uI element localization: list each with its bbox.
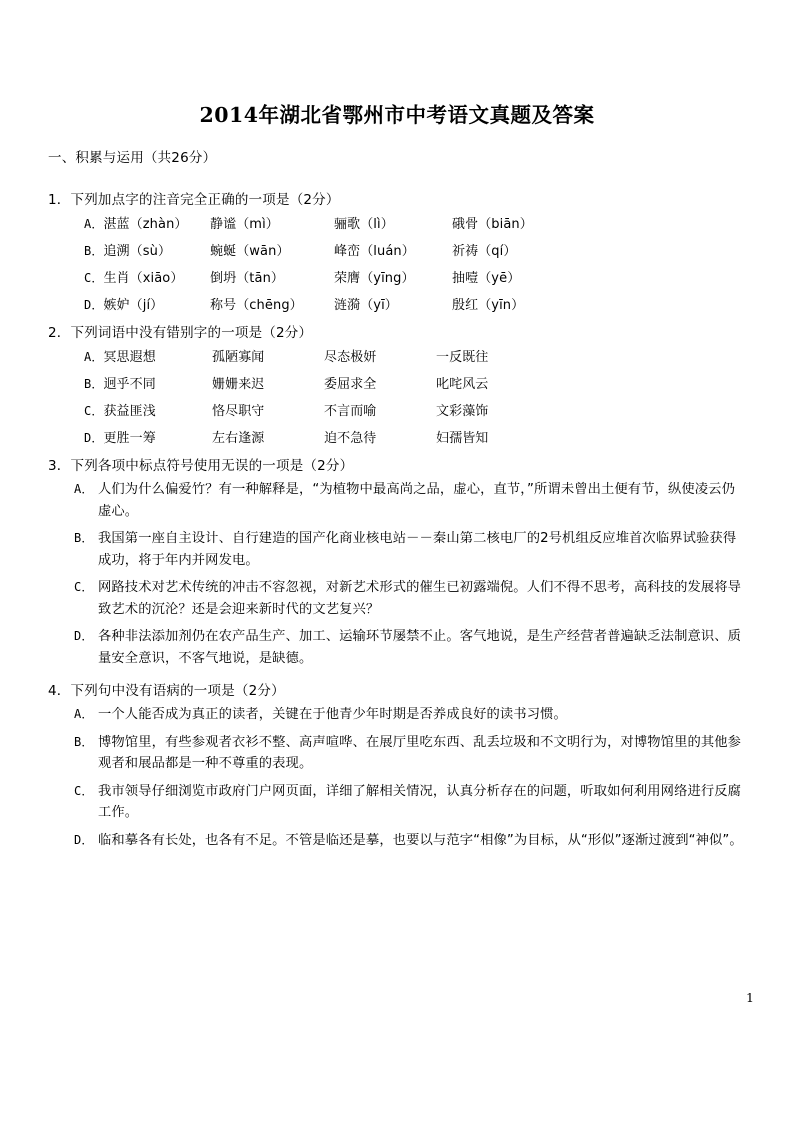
choice-text: 获益匪浅 — [103, 404, 156, 419]
choice-text: 网路技术对艺术传统的冲击不容忽视，对新艺术形式的催生已初露端倪。人们不得不思考，高科技的发展将导致艺术的沉沦？还是会迎来新时代的文艺复兴？ — [98, 580, 742, 617]
choice-text: 迫不急待 — [324, 431, 377, 446]
choice-label: A． — [84, 217, 104, 231]
choice-row[interactable] — [74, 479, 746, 522]
choice-text: 殷红（yīn） — [452, 298, 525, 313]
choice-text: 临和摹各有长处，也各有不足。不管是临还是摹，也要以与范字“相像”为目标，从“形似”逐渐过渡到“神似”。 — [98, 832, 743, 848]
choice-label: C． — [74, 783, 94, 798]
choice-row[interactable] — [84, 427, 746, 446]
question-4 — [48, 679, 746, 851]
choice-row[interactable] — [84, 240, 746, 259]
choice-text: 委屈求全 — [324, 377, 377, 392]
choice-text: 抽噎（yē） — [452, 271, 521, 286]
choice-row[interactable] — [84, 373, 746, 392]
choice-text: 祈祷（qí） — [452, 244, 517, 259]
question-stem: 1．下列加点字的注音完全正确的一项是（2分） — [48, 192, 340, 208]
choice-text: 涟漪（yī） — [334, 298, 398, 313]
question-stem: 4．下列句中没有语病的一项是（2分） — [48, 683, 285, 700]
choice-text: 嫉妒（jí） — [103, 298, 164, 313]
choice-label: C． — [84, 271, 104, 285]
choice-list — [84, 213, 746, 313]
choice-text: 骊歌（lì） — [334, 217, 394, 232]
question-3 — [48, 454, 746, 669]
choice-label: D． — [74, 629, 94, 644]
choice-text: 一反既往 — [436, 350, 489, 365]
question-2 — [48, 321, 746, 446]
choice-label: D． — [84, 298, 104, 312]
choice-row[interactable] — [84, 213, 746, 232]
question-stem: 3．下列各项中标点符号使用无误的一项是（2分） — [48, 458, 354, 474]
choice-row[interactable] — [74, 830, 746, 852]
choice-label: D． — [84, 431, 104, 445]
choice-row[interactable] — [74, 528, 746, 571]
choice-label: B． — [74, 734, 94, 749]
choice-row[interactable] — [84, 346, 746, 365]
choice-label: B． — [84, 377, 104, 391]
choice-text: 蜿蜒（wān） — [210, 244, 290, 259]
choice-text: 文彩藻饰 — [436, 404, 489, 419]
choice-text: 姗姗来迟 — [212, 377, 265, 392]
choice-row[interactable] — [74, 626, 746, 669]
choice-text: 我国第一座自主设计、自行建造的国产化商业核电站－－秦山第二核电厂的2号机组反应堆首次临界试验获得成功，将于年内并网发电。 — [98, 531, 737, 568]
choice-row[interactable] — [74, 781, 746, 824]
question-1 — [48, 188, 746, 313]
choice-row[interactable] — [84, 294, 746, 313]
choice-row[interactable] — [84, 267, 746, 286]
choice-row[interactable] — [74, 704, 746, 726]
choice-row[interactable] — [74, 577, 746, 620]
choice-text: 荣膺（yīng） — [334, 271, 415, 286]
choice-text: 一个人能否成为真正的读者，关键在于他青少年时期是否养成良好的读书习惯。 — [98, 707, 567, 723]
choice-text: 静谧（mì） — [210, 217, 279, 232]
choice-text: 尽态极妍 — [324, 350, 377, 365]
choice-text: 叱咤风云 — [436, 377, 489, 392]
choice-text: 博物馆里，有些参观者衣衫不整、高声喧哗、在展厅里吃东西、乱丢垃圾和不文明行为，对博物馆里的其他参观者和展品都是一种不尊重的表现。 — [98, 734, 742, 772]
choice-list — [84, 346, 746, 446]
page-title: 2014年湖北省鄂州市中考语文真题及答案 — [199, 103, 595, 127]
choice-list — [74, 479, 746, 669]
choice-text: 我市领导仔细浏览市政府门户网页面，详细了解相关情况，认真分析存在的问题，听取如何利用网络进行反腐工作。 — [98, 783, 742, 821]
choice-row[interactable] — [84, 400, 746, 419]
section-heading: 一、积累与运用（共26分） — [48, 150, 217, 166]
choice-label: B． — [84, 244, 104, 258]
choice-text: 恪尽职守 — [212, 404, 265, 419]
choice-label: C． — [84, 404, 104, 418]
choice-text: 不言而喻 — [324, 404, 377, 419]
choice-text: 左右逢源 — [212, 431, 265, 446]
choice-text: 生肖（xiāo） — [103, 271, 184, 286]
choice-label: A． — [84, 350, 104, 364]
choice-text: 各种非法添加剂仍在农产品生产、加工、运输环节屡禁不止。客气地说，是生产经营者普遍缺乏法制意识、质量安全意识，不客气地说，是缺德。 — [98, 629, 742, 666]
choice-text: 硪骨（biān） — [452, 217, 533, 232]
choice-text: 追溯（sù） — [103, 244, 172, 259]
page-number: 1 — [746, 990, 754, 1005]
choice-label: A． — [74, 482, 94, 496]
choice-row[interactable] — [74, 732, 746, 775]
choice-text: 称号（chēng） — [210, 298, 303, 313]
choice-text: 人们为什么偏爱竹？有一种解释是，“为植物中最高尚之品，虚心，直节，”所谓未曾出土便有节，纵使凌云仍虚心。 — [98, 482, 735, 519]
choice-text: 更胜一筹 — [103, 431, 156, 446]
choice-text: 湛蓝（zhàn） — [103, 217, 188, 232]
choice-label: C． — [74, 580, 94, 595]
choice-text: 妇孺皆知 — [436, 431, 489, 446]
choice-text: 倒坍（tān） — [210, 271, 285, 286]
choice-text: 峰峦（luán） — [334, 244, 415, 259]
choice-list — [74, 704, 746, 851]
choice-label: D． — [74, 832, 94, 847]
choice-text: 孤陋寡闻 — [212, 350, 265, 365]
choice-text: 迥乎不同 — [103, 377, 156, 392]
choice-text: 冥思遐想 — [103, 350, 156, 365]
question-stem: 2．下列词语中没有错别字的一项是（2分） — [48, 325, 313, 341]
choice-label: B． — [74, 531, 94, 546]
choice-label: A． — [74, 707, 94, 722]
